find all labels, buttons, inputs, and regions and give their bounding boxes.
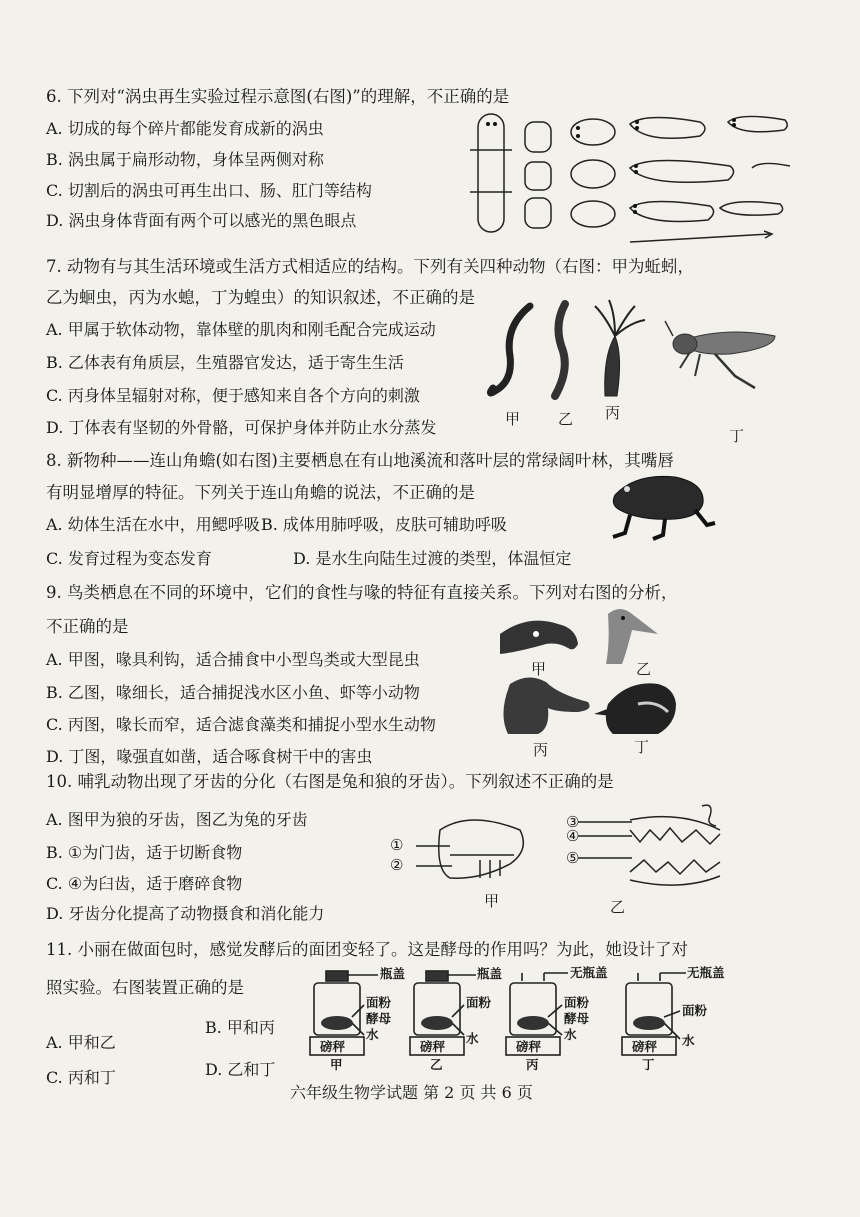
q7-stem-line1: 7. 动物有与其生活环境或生活方式相适应的结构。下列有关四种动物（右图：甲为蚯蚓， bbox=[46, 257, 694, 276]
jar-ding-nocap-label: 无瓶盖 bbox=[687, 965, 725, 980]
wolf-jaws-icon bbox=[578, 805, 720, 885]
rabbit-skull-icon bbox=[416, 820, 523, 878]
q9-stem-line1: 9. 鸟类栖息在不同的环境中，它们的食性与喙的特征有直接关系。下列对右图的分析， bbox=[46, 583, 678, 602]
q7-option-c: C. 丙身体呈辐射对称，便于感知来自各个方向的刺激 bbox=[46, 386, 420, 405]
four-animals-figure bbox=[485, 296, 785, 406]
q6-option-d: D. 涡虫身体背面有两个可以感光的黑色眼点 bbox=[46, 211, 357, 230]
grasshopper-icon bbox=[665, 321, 775, 388]
q10-label-jia: 甲 bbox=[484, 892, 500, 910]
jar-ding-flour-label: 面粉 bbox=[682, 1003, 708, 1018]
jar-jia-water-label: 水 bbox=[366, 1027, 379, 1042]
scale-bing-label: 磅秤 bbox=[516, 1039, 542, 1054]
q9-label-ding: 丁 bbox=[634, 738, 650, 756]
q10-option-c: C. ④为臼齿，适于磨碎食物 bbox=[46, 874, 243, 893]
q6-option-a: A. 切成的每个碎片都能发育成新的涡虫 bbox=[46, 119, 324, 138]
jar-yi-flour-label: 面粉 bbox=[466, 995, 492, 1010]
q7-label-jia: 甲 bbox=[505, 410, 521, 428]
jar-jia-flour-label: 面粉 bbox=[366, 995, 392, 1010]
marker-4: ④ bbox=[566, 827, 580, 845]
q8-option-b: B. 成体用肺呼吸，皮肤可辅助呼吸 bbox=[261, 515, 507, 534]
q6-stem: 6. 下列对“涡虫再生实验过程示意图(右图)”的理解，不正确的是 bbox=[46, 87, 510, 106]
q6-option-c: C. 切割后的涡虫可再生出口、肠、肛门等结构 bbox=[46, 181, 372, 200]
q8-option-d: D. 是水生向陆生过渡的类型，体温恒定 bbox=[293, 549, 572, 568]
q9-label-bing: 丙 bbox=[533, 741, 549, 759]
q10-stem: 10. 哺乳动物出现了牙齿的分化（右图是兔和狼的牙齿）。下列叙述不正确的是 bbox=[46, 772, 614, 791]
planarian-regeneration-figure bbox=[470, 110, 790, 250]
q11-stem-line2: 照实验。右图装置正确的是 bbox=[46, 978, 244, 997]
jar-bing-yeast-label: 酵母 bbox=[564, 1011, 590, 1026]
q11-option-a: A. 甲和乙 bbox=[46, 1033, 116, 1052]
bird-beaks-figure bbox=[498, 604, 688, 739]
scale-jia-label: 磅秤 bbox=[320, 1039, 346, 1054]
woodpecker-beak-icon bbox=[594, 683, 676, 734]
q8-option-a: A. 幼体生活在水中，用鳃呼吸 bbox=[46, 515, 260, 534]
jar-jia-cap-label: 瓶盖 bbox=[380, 966, 406, 981]
toad-figure bbox=[605, 465, 715, 540]
q9-option-b: B. 乙图，喙细长，适合捕捉浅水区小鱼、虾等小动物 bbox=[46, 683, 420, 702]
hydra-icon bbox=[595, 300, 645, 396]
scale-yi-label: 磅秤 bbox=[420, 1039, 446, 1054]
heron-beak-icon bbox=[606, 609, 658, 664]
q9-option-c: C. 丙图，喙长而窄，适合滤食藻类和捕捉小型水生动物 bbox=[46, 715, 436, 734]
scale-ding-label: 磅秤 bbox=[632, 1039, 658, 1054]
q10-option-a: A. 图甲为狼的牙齿，图乙为兔的牙齿 bbox=[46, 810, 308, 829]
jar-yi-water-label: 水 bbox=[466, 1031, 479, 1046]
q9-label-jia: 甲 bbox=[531, 660, 547, 678]
eagle-beak-icon bbox=[500, 621, 578, 654]
jar-label-bing: 丙 bbox=[526, 1057, 539, 1072]
page-footer: 六年级生物学试题 第 2 页 共 6 页 bbox=[290, 1083, 533, 1102]
jar-label-jia: 甲 bbox=[330, 1057, 343, 1072]
q10-label-yi: 乙 bbox=[610, 898, 626, 916]
q10-option-d: D. 牙齿分化提高了动物摄食和消化能力 bbox=[46, 904, 325, 923]
jar-label-ding: 丁 bbox=[642, 1057, 655, 1072]
jar-bing-flour-label: 面粉 bbox=[564, 995, 590, 1010]
q7-label-bing: 丙 bbox=[605, 404, 621, 422]
q9-label-yi: 乙 bbox=[636, 660, 652, 678]
earthworm-icon bbox=[490, 306, 530, 393]
marker-3: ③ bbox=[566, 813, 580, 831]
q11-option-c: C. 丙和丁 bbox=[46, 1068, 116, 1087]
toad-icon bbox=[613, 476, 715, 539]
q9-option-d: D. 丁图，喙强直如凿，适合啄食树干中的害虫 bbox=[46, 747, 373, 766]
q9-option-a: A. 甲图，喙具利钩，适合捕食中小型鸟类或大型昆虫 bbox=[46, 650, 420, 669]
jar-label-yi: 乙 bbox=[430, 1057, 443, 1072]
q7-option-b: B. 乙体表有角质层，生殖器官发达，适于寄生生活 bbox=[46, 353, 404, 372]
duck-beak-icon bbox=[503, 677, 589, 734]
jar-bing-nocap-label: 无瓶盖 bbox=[570, 965, 608, 980]
q7-option-a: A. 甲属于软体动物，靠体壁的肌肉和刚毛配合完成运动 bbox=[46, 320, 436, 339]
jar-yi-cap-label: 瓶盖 bbox=[477, 966, 503, 981]
q11-option-b: B. 甲和丙 bbox=[205, 1018, 275, 1037]
q8-stem-line2: 有明显增厚的特征。下列关于连山角蟾的说法，不正确的是 bbox=[46, 483, 475, 502]
marker-2: ② bbox=[390, 856, 404, 874]
jar-ding-water-label: 水 bbox=[682, 1033, 695, 1048]
q11-option-d: D. 乙和丁 bbox=[205, 1060, 276, 1079]
q7-label-yi: 乙 bbox=[558, 410, 574, 428]
q11-stem-line1: 11. 小丽在做面包时，感觉发酵后的面团变轻了。这是酵母的作用吗？为此，她设计了对 bbox=[46, 940, 688, 959]
marker-1: ① bbox=[390, 836, 404, 854]
q7-stem-line2: 乙为蛔虫，丙为水螅，丁为蝗虫）的知识叙述，不正确的是 bbox=[46, 288, 475, 307]
jar-bing-water-label: 水 bbox=[564, 1027, 577, 1042]
q6-option-b: B. 涡虫属于扁形动物，身体呈两侧对称 bbox=[46, 150, 324, 169]
jar-jia-yeast-label: 酵母 bbox=[366, 1011, 392, 1026]
q10-option-b: B. ①为门齿，适于切断食物 bbox=[46, 843, 243, 862]
q9-stem-line2: 不正确的是 bbox=[46, 617, 129, 636]
q8-option-c: C. 发育过程为变态发育 bbox=[46, 549, 212, 568]
marker-5: ⑤ bbox=[566, 849, 580, 867]
q7-label-ding: 丁 bbox=[729, 427, 745, 445]
q8-stem-line1: 8. 新物种——连山角蟾(如右图)主要栖息在有山地溪流和落叶层的常绿阔叶林，其嘴唇 bbox=[46, 451, 674, 470]
roundworm-icon bbox=[555, 304, 565, 396]
q7-option-d: D. 丁体表有坚韧的外骨骼，可保护身体并防止水分蒸发 bbox=[46, 418, 437, 437]
